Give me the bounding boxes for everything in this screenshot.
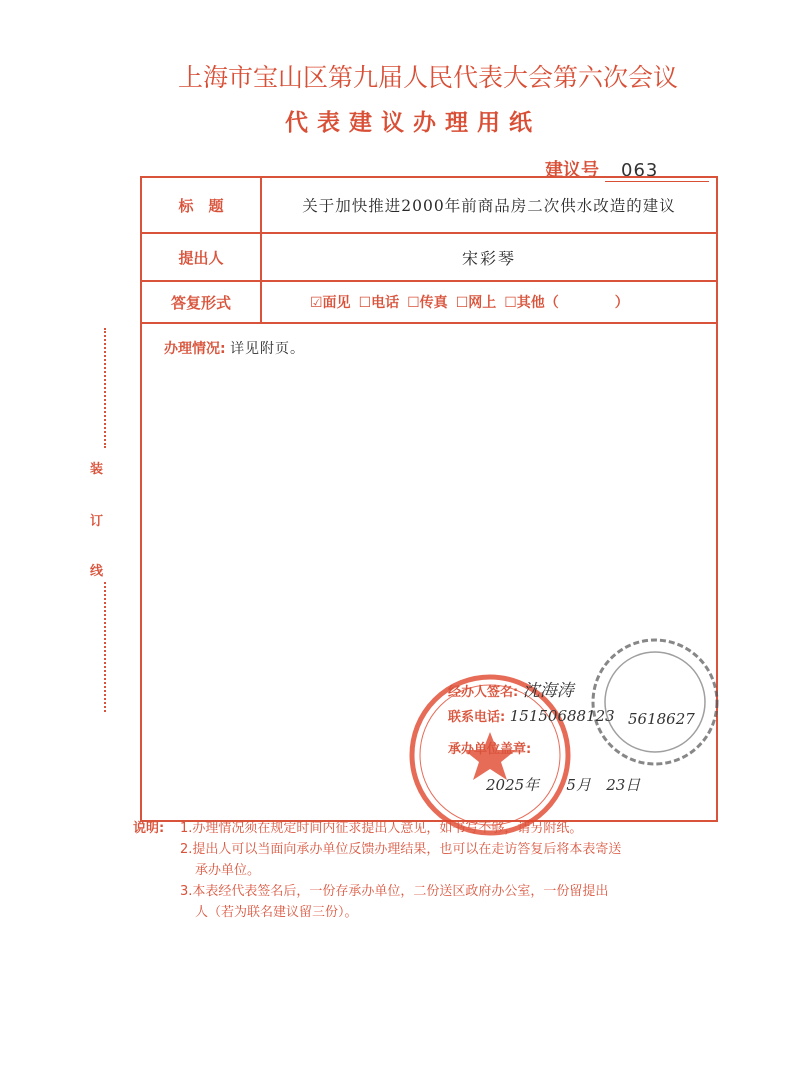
suggestion-number-label: 建议号 (545, 160, 599, 181)
notes-label: 说明: (133, 821, 165, 836)
binding-line-top (104, 328, 106, 448)
phone-label: 联系电话: (448, 710, 506, 725)
postmark-icon (585, 632, 725, 772)
reply-option-phone[interactable]: ☐电话 (358, 295, 400, 311)
note-3: 3.本表经代表签名后，一份存承办单位，二份送区政府办公室，一份留提出 (180, 884, 609, 899)
note-3-cont: 人（若为联名建议留三份）。 (195, 905, 358, 920)
phone-sign (448, 706, 615, 725)
form-title: 上海市宝山区第九届人民代表大会第六次会议 (178, 63, 679, 92)
suggestion-number-value: 063 (605, 160, 709, 182)
binding-line-bottom (104, 582, 106, 712)
subject-value: 关于加快推进2000年前商品房二次供水改造的建议 (302, 197, 676, 215)
handler-value: 沈海涛 (522, 681, 574, 701)
reply-option-online[interactable]: ☐网上 (455, 295, 497, 311)
reply-option-fax[interactable]: ☐传真 (407, 295, 448, 311)
binding-char-1: 装 (90, 462, 104, 477)
subject-label: 标 题 (142, 178, 262, 232)
handler-label: 经办人签名: (448, 685, 519, 700)
handler-sign (448, 676, 574, 701)
note-1: 1.办理情况须在规定时间内征求提出人意见，如书写不够，请另附纸。 (180, 821, 583, 836)
note-2-cont: 承办单位。 (195, 863, 261, 878)
date-day: 23日 (606, 776, 641, 794)
binding-char-2: 订 (90, 514, 104, 529)
proposer-value: 宋彩琴 (461, 248, 516, 268)
form-subtitle: 代表建议办理用纸 (285, 110, 541, 136)
reply-option-other[interactable]: ☐其他（ ） (504, 295, 629, 311)
handling-value: 详见附页。 (230, 341, 306, 357)
phone-value: 15150688123 (509, 707, 615, 725)
proposer-row (142, 234, 716, 282)
subject-row (142, 178, 716, 234)
note-2: 2.提出人可以当面向承办单位反馈办理结果，也可以在走访答复后将本表寄送 (180, 842, 622, 857)
reply-form-label: 答复形式 (142, 282, 262, 322)
date (486, 774, 640, 795)
handling-label: 办理情况: (164, 341, 226, 357)
seal-sign (448, 738, 531, 757)
binding-char-3: 线 (90, 564, 104, 579)
date-month: 5月 (566, 776, 591, 794)
reply-option-face[interactable]: ☑面见 (310, 295, 351, 311)
handling-section (164, 338, 305, 358)
proposer-label: 提出人 (142, 234, 262, 280)
reply-form-row (142, 282, 716, 324)
date-year: 2025年 (486, 776, 540, 794)
extra-signature: 5618627 (628, 710, 695, 728)
reply-options (262, 282, 716, 322)
seal-label: 承办单位盖章: (448, 742, 532, 757)
